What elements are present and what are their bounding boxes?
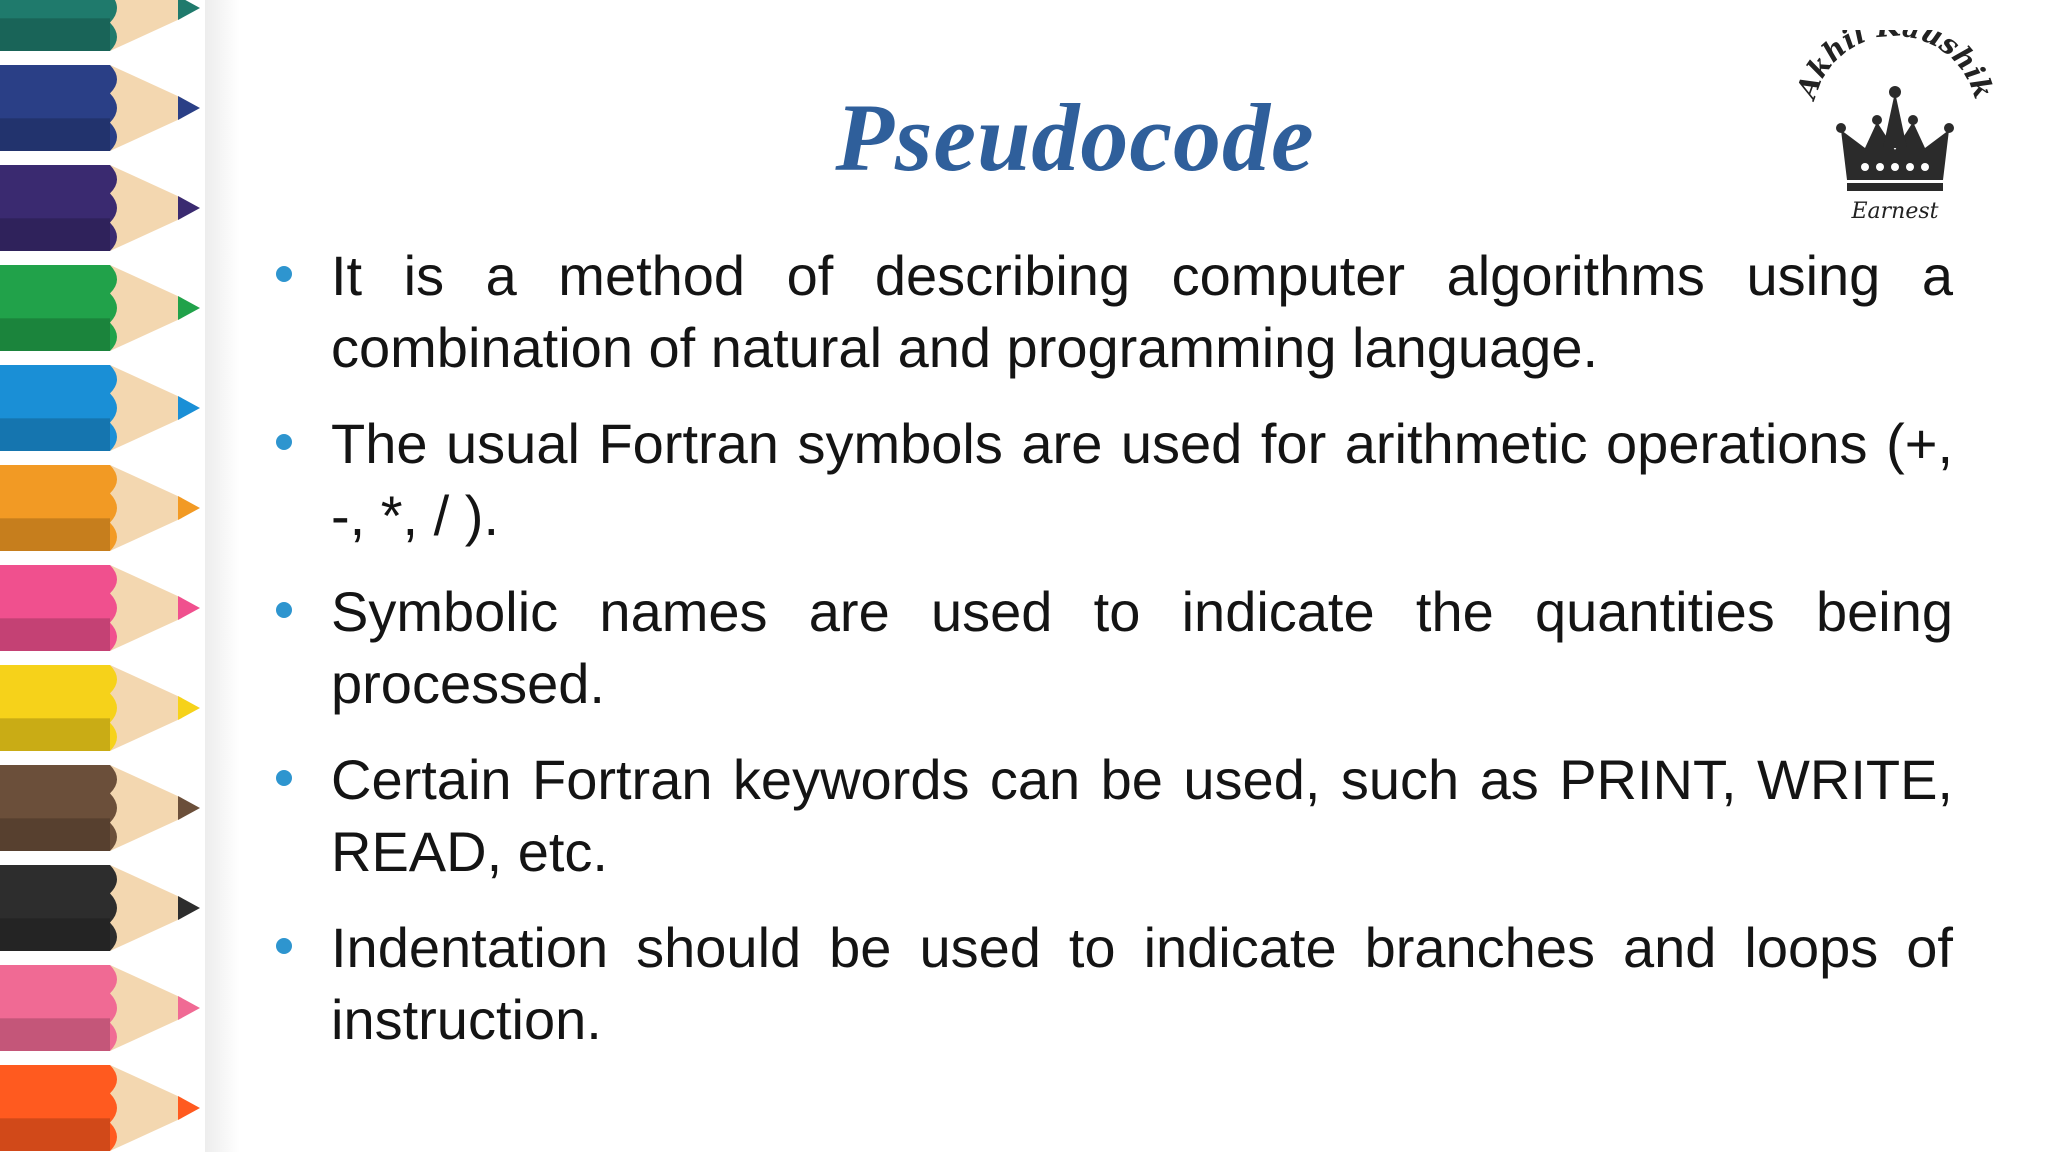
pencil — [0, 265, 200, 351]
pencil — [0, 1065, 200, 1151]
pencil — [0, 65, 200, 151]
bullet-list — [268, 240, 1953, 1080]
crown-icon — [1795, 30, 1995, 230]
bullet-text: Indentation should be used to indicate branches and loops of instruction. — [331, 916, 1953, 1051]
slide-title: Pseudocode — [835, 84, 1315, 191]
pencil — [0, 965, 200, 1051]
list-item — [268, 408, 1953, 552]
pencils-image — [0, 0, 240, 1152]
bullet-text: Certain Fortran keywords can be used, such as PRINT, WRITE, READ, etc. — [331, 748, 1953, 883]
pencil — [0, 165, 200, 251]
list-item — [268, 576, 1953, 720]
pencil — [0, 365, 200, 451]
pencil-decoration — [0, 0, 240, 1152]
pencil — [0, 865, 200, 951]
logo-top-text: khil ushi — [1800, 30, 1992, 86]
pencil — [0, 465, 200, 551]
pencil — [0, 665, 200, 751]
bullet-text: Symbolic names are used to indicate the quantities being processed. — [331, 580, 1953, 715]
strip-fade — [205, 0, 240, 1152]
bullet-text: The usual Fortran symbols are used for arithmetic operations (+, -, *, / ). — [331, 412, 1953, 547]
list-item — [268, 912, 1953, 1056]
bullet-icon — [276, 938, 292, 954]
pencil — [0, 565, 200, 651]
logo — [1795, 30, 1995, 230]
list-item — [268, 240, 1953, 384]
pencil — [0, 0, 200, 51]
bullet-icon — [276, 770, 292, 786]
bullet-icon — [276, 266, 292, 282]
bullet-icon — [276, 434, 292, 450]
bullet-icon — [276, 602, 292, 618]
pencil — [0, 765, 200, 851]
logo-bottom-text: Earnest — [1851, 199, 1939, 224]
bullet-text: It is a method of describing computer algorithms using a combination of natural and programming language. — [331, 244, 1953, 379]
list-item — [268, 744, 1953, 888]
